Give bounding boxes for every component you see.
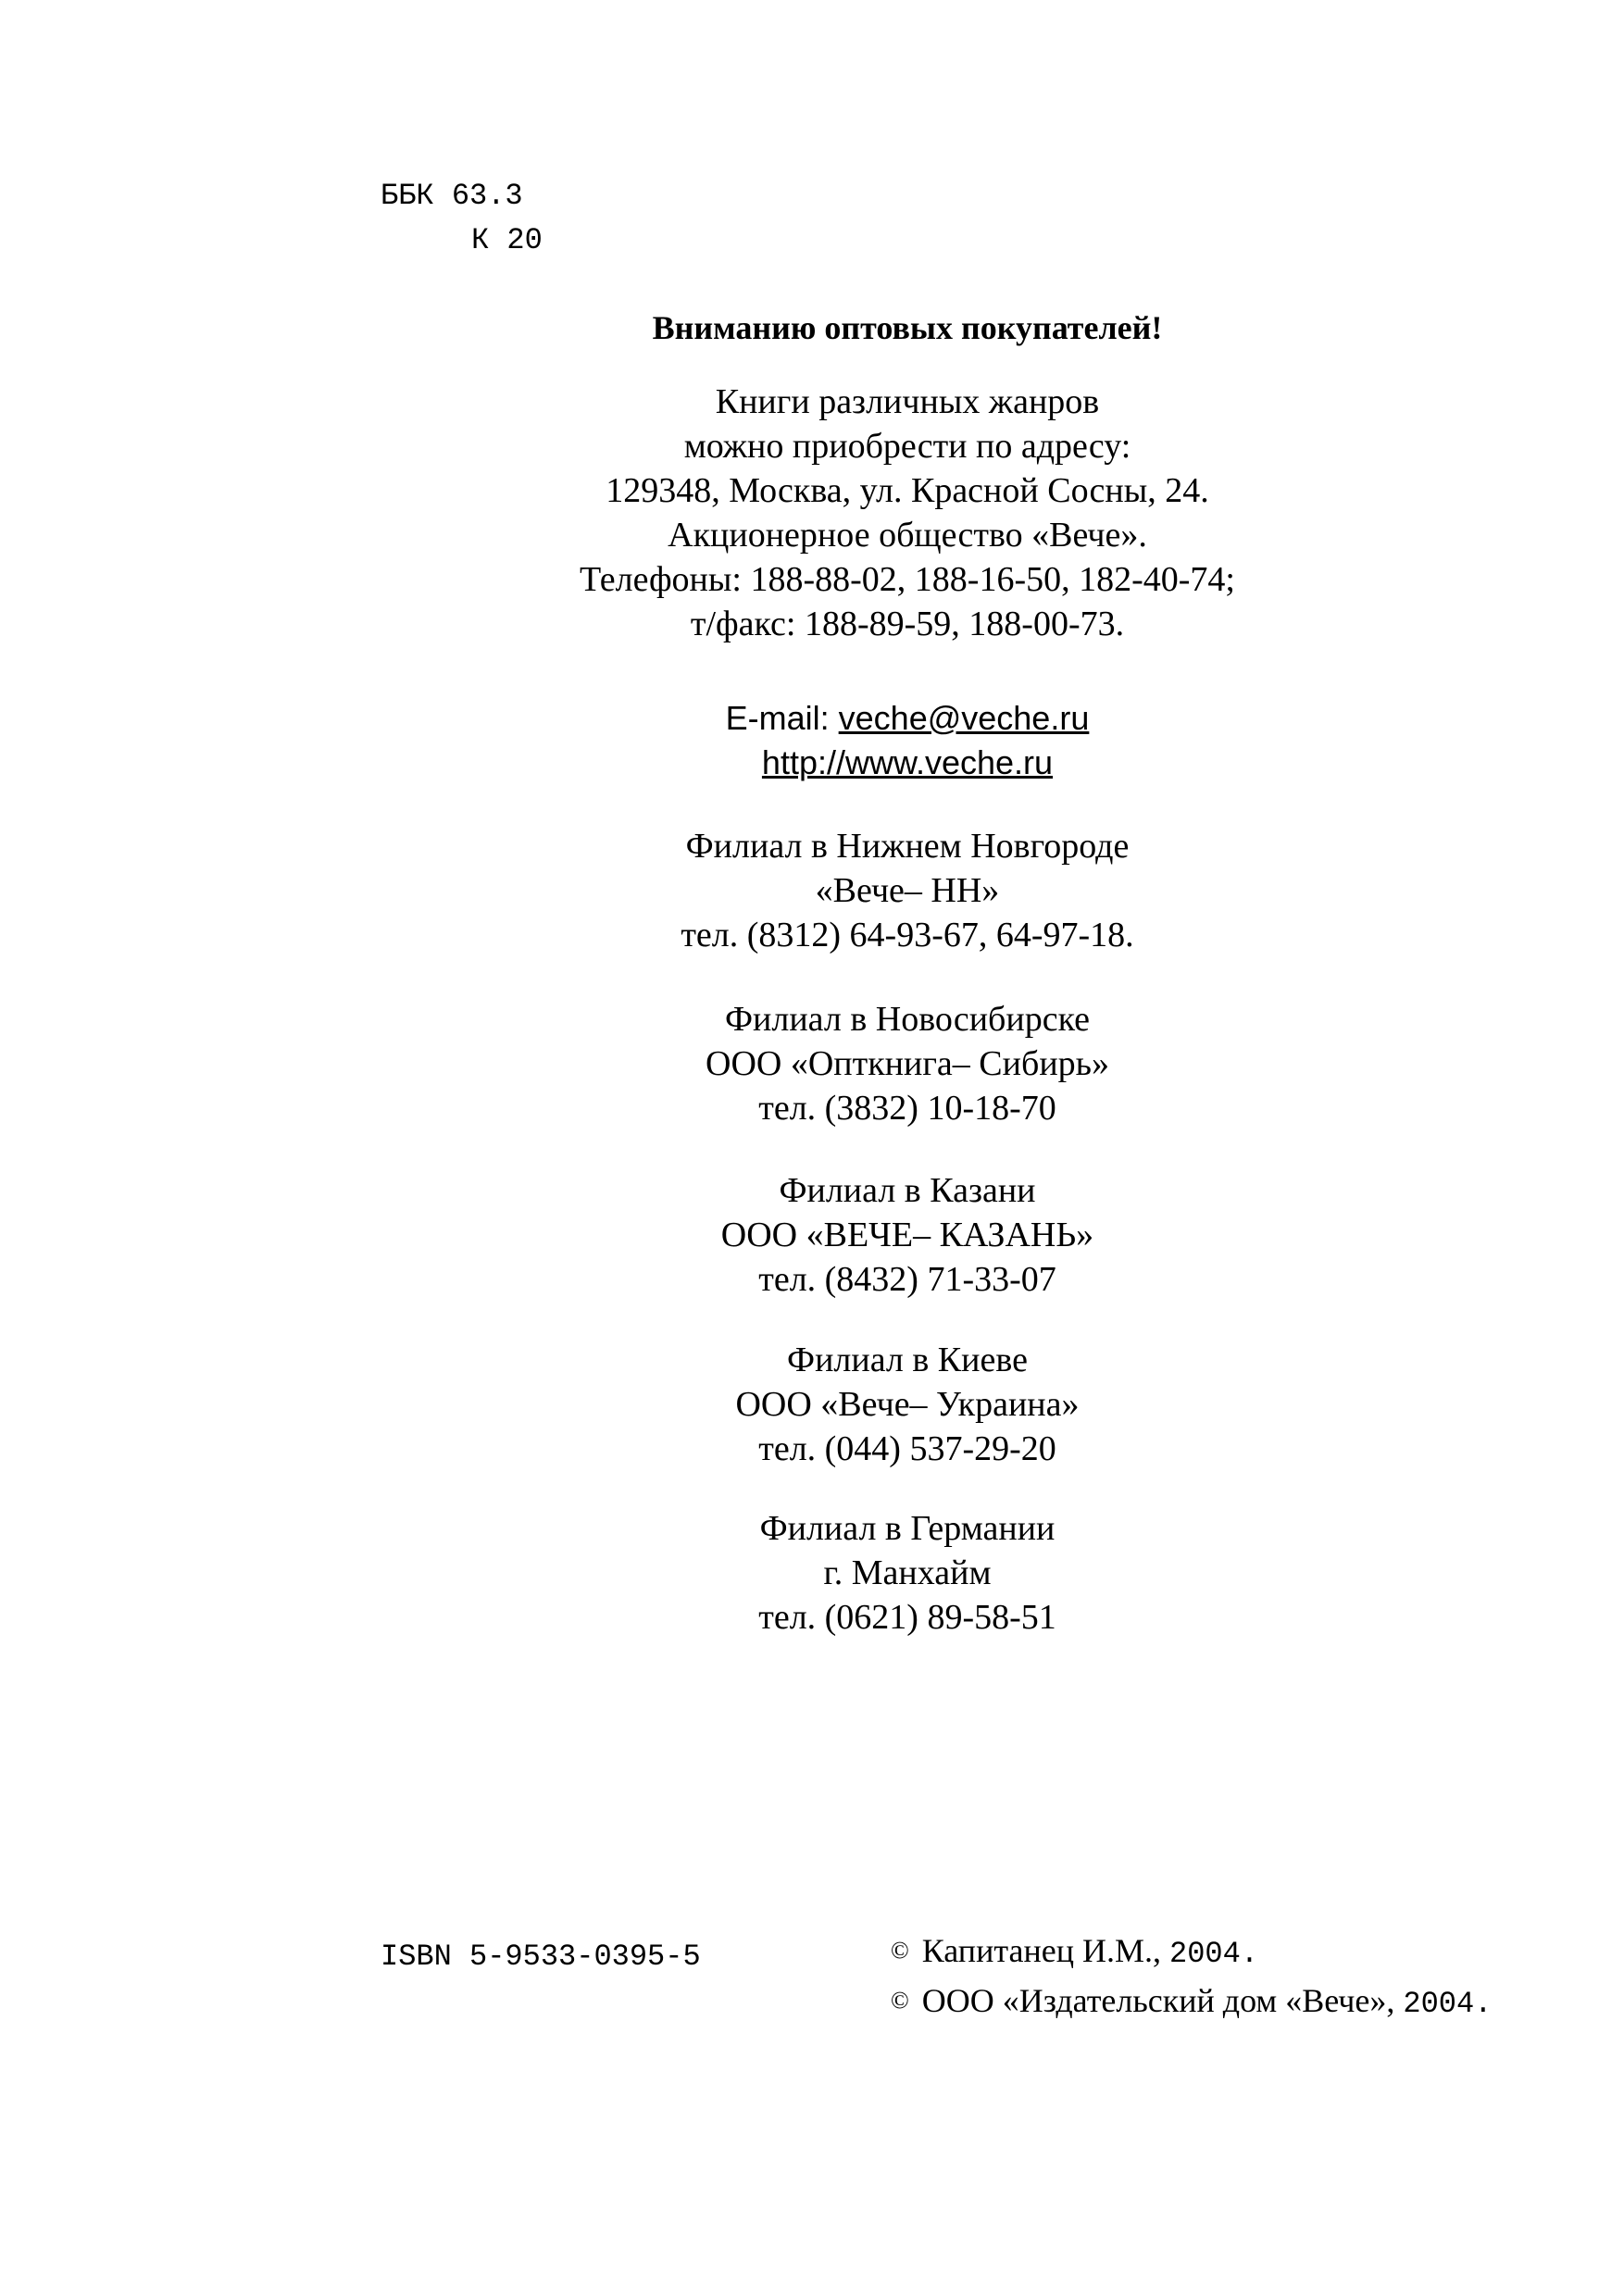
email-line bbox=[500, 696, 1315, 741]
copyright-year: 2004. bbox=[1403, 1987, 1493, 2021]
notice-title: Вниманию оптовых покупателей! bbox=[652, 309, 1163, 346]
copyright-year: 2004. bbox=[1169, 1937, 1259, 1971]
branch-kiev bbox=[500, 1338, 1315, 1471]
head-office-line1: Книги различных жанров bbox=[715, 382, 1100, 421]
branch-name: ООО «Опткнига– Сибирь» bbox=[706, 1044, 1109, 1083]
branch-name: ООО «Вече– Украина» bbox=[735, 1385, 1080, 1424]
head-office-block bbox=[500, 380, 1315, 646]
bbk-code: ББК 63.3 bbox=[381, 179, 523, 213]
copyright-icon: © bbox=[891, 1987, 909, 2014]
copyright-icon: © bbox=[891, 1937, 909, 1964]
branch-name: «Вече– НН» bbox=[815, 871, 1000, 910]
branch-phone: тел. (3832) 10-18-70 bbox=[758, 1089, 1056, 1128]
branch-title: Филиал в Киеве bbox=[787, 1341, 1028, 1379]
author-mark: К 20 bbox=[471, 223, 543, 257]
contacts-block bbox=[500, 696, 1315, 785]
branch-germany bbox=[500, 1506, 1315, 1640]
email-link[interactable]: veche@veche.ru bbox=[838, 699, 1090, 737]
branch-title: Филиал в Новосибирске bbox=[725, 1000, 1090, 1039]
website-link[interactable]: http://www.veche.ru bbox=[761, 743, 1054, 781]
branch-name: г. Манхайм bbox=[823, 1553, 992, 1592]
branch-name: ООО «ВЕЧЕ– КАЗАНЬ» bbox=[720, 1216, 1094, 1254]
head-office-address: 129348, Москва, ул. Красной Сосны, 24. bbox=[606, 471, 1209, 510]
branch-novosibirsk bbox=[500, 997, 1315, 1130]
branch-title: Филиал в Германии bbox=[759, 1509, 1056, 1548]
branch-title: Филиал в Казани bbox=[779, 1171, 1036, 1210]
head-office-company: Акционерное общество «Вече». bbox=[668, 516, 1147, 555]
email-label: E-mail: bbox=[725, 699, 839, 737]
bbk-block bbox=[381, 174, 543, 263]
branch-phone: тел. (044) 537-29-20 bbox=[758, 1429, 1056, 1468]
copyright-holder: Капитанец И.М., bbox=[921, 1932, 1170, 1969]
head-office-line2: можно приобрести по адресу: bbox=[683, 427, 1131, 466]
copyright-block bbox=[891, 1927, 1492, 2027]
copyright-line bbox=[891, 1927, 1492, 1977]
copyright-holder: ООО «Издательский дом «Вече», bbox=[921, 1982, 1404, 2019]
branch-nizhny-novgorod bbox=[500, 824, 1315, 957]
copyright-line bbox=[891, 1977, 1492, 2027]
branch-phone: тел. (8432) 71-33-07 bbox=[758, 1260, 1056, 1299]
wholesale-notice bbox=[500, 306, 1315, 350]
branch-phone: тел. (0621) 89-58-51 bbox=[758, 1598, 1056, 1637]
head-office-fax: т/факс: 188-89-59, 188-00-73. bbox=[690, 605, 1125, 643]
head-office-phones: Телефоны: 188-88-02, 188-16-50, 182-40-74; bbox=[580, 560, 1235, 599]
isbn: ISBN 5-9533-0395-5 bbox=[381, 1940, 701, 1974]
branch-kazan bbox=[500, 1168, 1315, 1302]
branch-title: Филиал в Нижнем Новгороде bbox=[685, 827, 1130, 866]
branch-phone: тел. (8312) 64-93-67, 64-97-18. bbox=[681, 916, 1134, 954]
